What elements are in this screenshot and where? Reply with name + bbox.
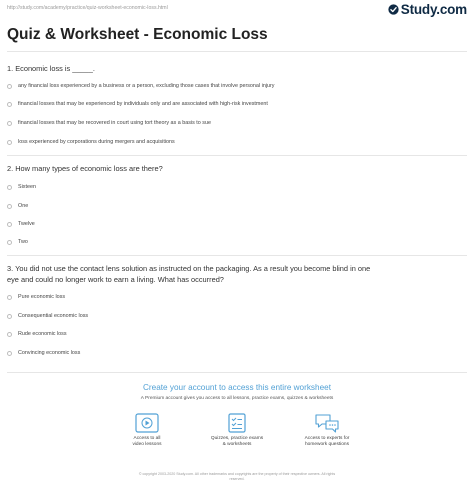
promo-subtitle: A Premium account gives you access to all lessons, practice exams, quizzes & worksheets xyxy=(140,396,334,401)
radio-button[interactable] xyxy=(7,204,12,209)
answer-text: Sixteen xyxy=(18,184,36,190)
answer-option[interactable] xyxy=(7,313,88,319)
radio-button[interactable] xyxy=(7,240,12,245)
promo-divider xyxy=(7,372,467,373)
feature-caption-line: & worksheets xyxy=(222,442,252,447)
radio-button[interactable] xyxy=(7,314,12,319)
question-3-line-1: 3. You did not use the contact lens solution as instructed on the packaging. As a result you become blind in one xyxy=(7,264,371,273)
answer-option[interactable] xyxy=(7,120,211,126)
feature-experts xyxy=(287,413,367,448)
title-divider xyxy=(7,51,467,52)
promo-title[interactable]: Create your account to access this entire worksheet xyxy=(143,383,331,392)
radio-button[interactable] xyxy=(7,102,12,107)
answer-option[interactable] xyxy=(7,83,275,89)
radio-button[interactable] xyxy=(7,222,12,227)
answer-text: Twelve xyxy=(18,221,35,227)
radio-button[interactable] xyxy=(7,84,12,89)
answer-option[interactable] xyxy=(7,101,268,107)
answer-text: Convincing economic loss xyxy=(18,350,81,356)
question-divider xyxy=(7,155,467,156)
question-divider xyxy=(7,255,467,256)
question-3-line-2: eye and could no longer work to earn a living. What has occurred? xyxy=(7,274,224,284)
feature-caption-line: homework questions xyxy=(305,442,349,447)
feature-caption-line: Access to experts for xyxy=(304,436,350,441)
radio-button[interactable] xyxy=(7,185,12,190)
answer-text: any financial loss experienced by a business or a person, excluding those cases that involve personal injury xyxy=(18,83,275,89)
answer-text: financial losses that may be recovered in court using tort theory as a basis to sue xyxy=(18,120,211,126)
answer-option[interactable] xyxy=(7,139,175,145)
chat-expert-icon xyxy=(314,413,340,433)
answer-option[interactable] xyxy=(7,350,80,356)
question-1: 1. Economic loss is _____. xyxy=(7,64,95,73)
study-logo[interactable] xyxy=(388,2,467,17)
answer-option[interactable] xyxy=(7,203,28,209)
feature-caption-line: video lessons xyxy=(132,442,162,447)
answer-text: Two xyxy=(18,239,28,245)
logo-mark-icon xyxy=(388,4,399,15)
answer-option[interactable] xyxy=(7,221,35,227)
answer-option[interactable] xyxy=(7,184,36,190)
page-title: Quiz & Worksheet - Economic Loss xyxy=(7,26,268,43)
answer-text: Rude economic loss xyxy=(18,331,67,337)
answer-text: One xyxy=(18,203,29,209)
footer-line: © copyright 2003-2020 Study.com. All other trademarks and copyrights are the property of their respective owners. All rights xyxy=(138,472,336,476)
answer-text: loss experienced by corporations during mergers and acquisitions xyxy=(18,139,175,145)
question-3 xyxy=(7,264,467,285)
answer-option[interactable] xyxy=(7,331,67,337)
logo-text: Study.com xyxy=(400,2,467,17)
answer-option[interactable] xyxy=(7,239,28,245)
top-bar xyxy=(0,0,474,22)
radio-button[interactable] xyxy=(7,140,12,145)
answer-text: financial losses that may be experienced by individuals only and are associated with high-risk investment xyxy=(18,101,268,107)
radio-button[interactable] xyxy=(7,351,12,356)
radio-button[interactable] xyxy=(7,295,12,300)
feature-caption-line: Access to all xyxy=(133,436,161,441)
video-play-icon xyxy=(135,413,159,433)
radio-button[interactable] xyxy=(7,332,12,337)
copyright-footer xyxy=(0,472,474,482)
radio-button[interactable] xyxy=(7,121,12,126)
feature-quizzes xyxy=(197,413,277,448)
quiz-worksheet-icon xyxy=(225,413,249,433)
answer-text: Consequential economic loss xyxy=(18,313,89,319)
answer-option[interactable] xyxy=(7,294,65,300)
feature-video-lessons xyxy=(107,413,187,448)
feature-caption-line: Quizzes, practice exams xyxy=(210,436,264,441)
page-url: http://study.com/academy/practice/quiz-worksheet-economic-loss.html xyxy=(7,5,168,11)
question-2: 2. How many types of economic loss are there? xyxy=(7,164,163,173)
footer-line: reserved. xyxy=(229,477,245,481)
answer-text: Pure economic loss xyxy=(18,294,66,300)
